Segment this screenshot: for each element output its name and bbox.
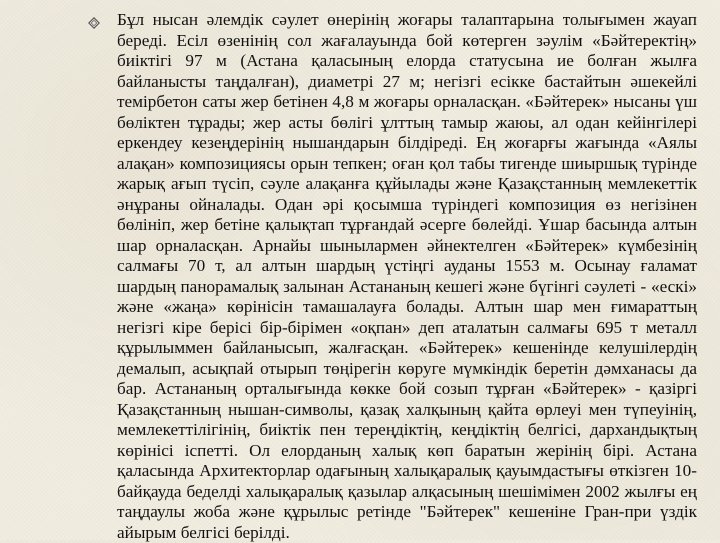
body-paragraph: Бұл нысан әлемдік сәулет өнерінің жоғары талаптарына толығымен жауап береді. Есіл өзенінің сол жағалауында бой көтерген зәулім «Бәйтеректің» биіктігі 97 м (Астана қаласының елорда статусына ие болған жылға байланысты таңдалған), диаметрі 27 м; негізгі есікке бастайтын әшекейлі темірбетон саты жер бетінен 4,8 м жоғары орналасқан. «Бәйтерек» нысаны үш бөліктен тұрады; жер асты бөлігі ұлттың тамыр жаюы, ал одан кейінгілері еркендеу кезеңдерінің нышандарын білдіреді. Ең жоғарғы жағында «Аялы алақан» композициясы орын тепкен; оған қол табы тигенде шиыршық түрінде жарық ағып түсіп, сәуле алақанға құйылады және Қазақстанның мемлекеттік әнұраны ойналады. Одан әрі қосымша түріндегі композиция өз негізінен бөлініп, жер бетіне қалықтап тұрғандай әсерге бөлейді. Ұшар басында алтын шар орналасқан. Арнайы шынылармен әйнектелген «Бәйтерек» күмбезінің салмағы 70 т, ал алтын шардың үстіңгі ауданы 1553 м. Осынау ғаламат шардың панорамалық залынан Астананың кешегі және бүгінгі сәулеті - «ескі» және «жаңа» көрінісін тамашалауға болады. Алтын шар мен ғимараттың негізгі кіре берісі бір-бірімен «оқпан» деп аталатын салмағы 695 т металл құрылыммен байланысып, жалғасқан. «Бәйтерек» кешенінде келушілердің демалып, асықпай отырып төңірегін көруге мүмкіндік беретін дәмханасы да бар. Астананың орталығында көкке бой созып тұрған «Бәйтерек» - қазіргі Қазақстанның нышан-символы, қазақ халқының қайта өрлеуі мен түпеуінің, мемлекеттілігінің, биіктік пен тереңдіктің, кеңдіктің белгісі, дархандықтың көрінісі іспетті. Ол елорданың халық көп баратын жерінің бірі. Астана қаласында Архитекторлар одағының халықаралық қауымдастығы өткізген 10-байқауда беделді халықаралық қазылар алқасының шешімімен 2002 жылғы ең таңдаулы жоба және құрылыс ретінде "Бәйтерек" кешеніне Гран-при үздік айырым белгісі берілді. [117,10,697,542]
hollow-diamond-bullet-icon [88,17,100,29]
